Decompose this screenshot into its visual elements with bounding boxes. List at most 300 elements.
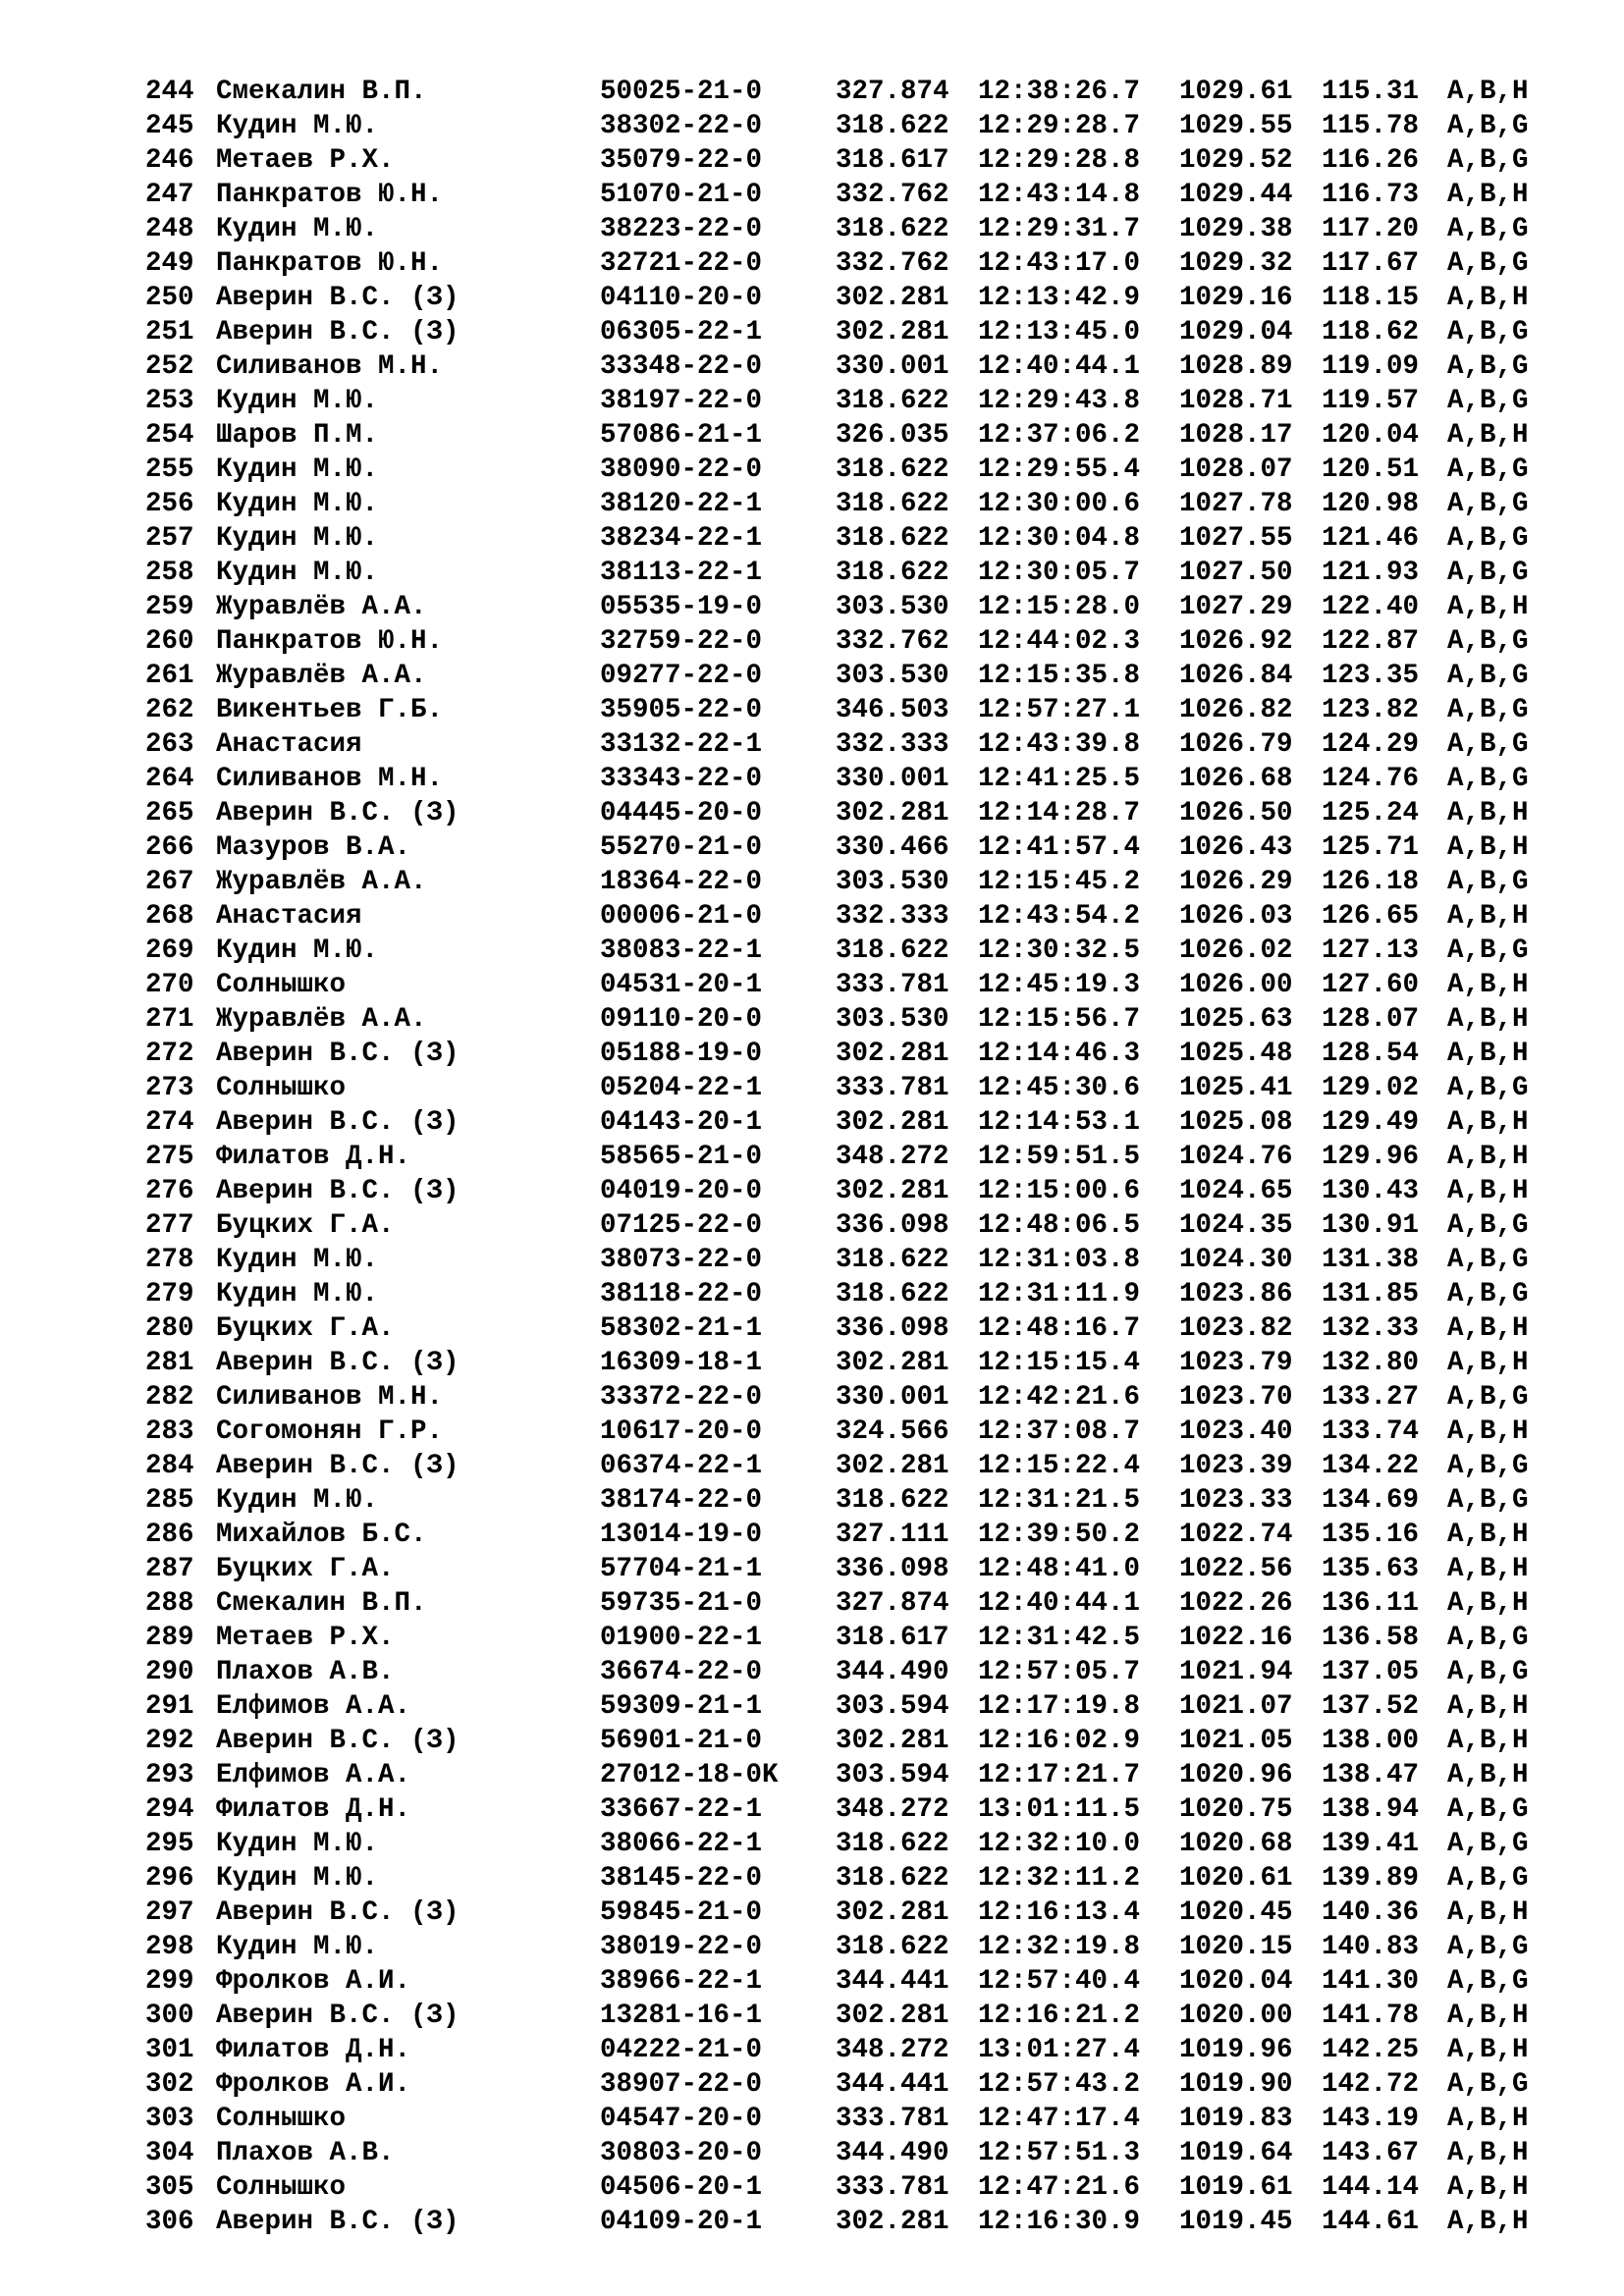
- owner-name-cell: Солнышко: [216, 2172, 347, 2203]
- speed-cell: 1024.76: [1179, 1142, 1293, 1172]
- coefficient-cell: 119.57: [1322, 386, 1420, 416]
- coefficient-cell: 120.51: [1322, 454, 1420, 485]
- place-cell: 300: [145, 2001, 194, 2031]
- distance-cell: 327.874: [836, 77, 949, 107]
- place-cell: 299: [145, 1966, 194, 1997]
- place-cell: 285: [145, 1485, 194, 1516]
- speed-cell: 1025.08: [1179, 1107, 1293, 1138]
- coefficient-cell: 125.71: [1322, 832, 1420, 863]
- place-cell: 296: [145, 1863, 194, 1894]
- speed-cell: 1022.26: [1179, 1588, 1293, 1619]
- distance-cell: 318.622: [836, 214, 949, 244]
- arrival-time-cell: 12:16:13.4: [978, 1897, 1141, 1928]
- ring-number-cell: 38966-22-1: [600, 1966, 763, 1997]
- ring-number-cell: 50025-21-0: [600, 77, 763, 107]
- owner-name-cell: Смекалин В.П.: [216, 77, 427, 107]
- speed-cell: 1026.29: [1179, 867, 1293, 897]
- distance-cell: 332.762: [836, 180, 949, 210]
- table-row: [145, 1483, 1559, 1518]
- ring-number-cell: 04110-20-0: [600, 283, 763, 313]
- place-cell: 263: [145, 729, 194, 760]
- marks-cell: A,B,G: [1447, 867, 1529, 897]
- ring-number-cell: 04143-20-1: [600, 1107, 763, 1138]
- place-cell: 306: [145, 2207, 194, 2237]
- table-row: [145, 1311, 1559, 1346]
- ring-number-cell: 57086-21-1: [600, 420, 763, 451]
- table-row: [145, 349, 1559, 384]
- ring-number-cell: 05188-19-0: [600, 1039, 763, 1069]
- arrival-time-cell: 12:48:06.5: [978, 1210, 1141, 1241]
- coefficient-cell: 141.78: [1322, 2001, 1420, 2031]
- owner-name-cell: Аверин В.С. (З): [216, 1039, 460, 1069]
- owner-name-cell: Силиванов М.Н.: [216, 1382, 444, 1413]
- marks-cell: A,B,H: [1447, 1554, 1529, 1584]
- place-cell: 295: [145, 1829, 194, 1859]
- owner-name-cell: Кудин М.Ю.: [216, 1279, 379, 1309]
- marks-cell: A,B,G: [1447, 695, 1529, 725]
- table-row: [145, 1002, 1559, 1037]
- distance-cell: 348.272: [836, 2035, 949, 2065]
- speed-cell: 1020.15: [1179, 1932, 1293, 1962]
- ring-number-cell: 57704-21-1: [600, 1554, 763, 1584]
- speed-cell: 1026.68: [1179, 764, 1293, 794]
- ring-number-cell: 38145-22-0: [600, 1863, 763, 1894]
- distance-cell: 318.622: [836, 1245, 949, 1275]
- coefficient-cell: 126.18: [1322, 867, 1420, 897]
- arrival-time-cell: 12:14:53.1: [978, 1107, 1141, 1138]
- owner-name-cell: Мазуров В.А.: [216, 832, 411, 863]
- place-cell: 272: [145, 1039, 194, 1069]
- speed-cell: 1021.94: [1179, 1657, 1293, 1687]
- marks-cell: A,B,G: [1447, 489, 1529, 519]
- coefficient-cell: 142.72: [1322, 2069, 1420, 2100]
- coefficient-cell: 144.14: [1322, 2172, 1420, 2203]
- place-cell: 293: [145, 1760, 194, 1790]
- table-row: [145, 2067, 1559, 2102]
- place-cell: 279: [145, 1279, 194, 1309]
- coefficient-cell: 136.11: [1322, 1588, 1420, 1619]
- coefficient-cell: 116.73: [1322, 180, 1420, 210]
- arrival-time-cell: 12:31:42.5: [978, 1623, 1141, 1653]
- distance-cell: 303.594: [836, 1760, 949, 1790]
- marks-cell: A,B,H: [1447, 2001, 1529, 2031]
- marks-cell: A,B,H: [1447, 77, 1529, 107]
- speed-cell: 1024.35: [1179, 1210, 1293, 1241]
- arrival-time-cell: 12:48:41.0: [978, 1554, 1141, 1584]
- ring-number-cell: 09277-22-0: [600, 661, 763, 691]
- coefficient-cell: 140.36: [1322, 1897, 1420, 1928]
- speed-cell: 1019.83: [1179, 2104, 1293, 2134]
- arrival-time-cell: 12:40:44.1: [978, 1588, 1141, 1619]
- owner-name-cell: Кудин М.Ю.: [216, 214, 379, 244]
- place-cell: 302: [145, 2069, 194, 2100]
- place-cell: 273: [145, 1073, 194, 1103]
- marks-cell: A,B,H: [1447, 1348, 1529, 1378]
- coefficient-cell: 127.60: [1322, 970, 1420, 1000]
- coefficient-cell: 133.74: [1322, 1416, 1420, 1447]
- distance-cell: 302.281: [836, 1176, 949, 1206]
- coefficient-cell: 134.69: [1322, 1485, 1420, 1516]
- table-row: [145, 1655, 1559, 1689]
- table-row: [145, 418, 1559, 453]
- place-cell: 270: [145, 970, 194, 1000]
- place-cell: 304: [145, 2138, 194, 2168]
- table-row: [145, 865, 1559, 899]
- coefficient-cell: 143.19: [1322, 2104, 1420, 2134]
- table-row: [145, 1380, 1559, 1415]
- arrival-time-cell: 12:42:21.6: [978, 1382, 1141, 1413]
- ring-number-cell: 27012-18-0K: [600, 1760, 779, 1790]
- coefficient-cell: 117.67: [1322, 248, 1420, 279]
- owner-name-cell: Михайлов Б.С.: [216, 1520, 427, 1550]
- table-row: [145, 968, 1559, 1002]
- speed-cell: 1029.16: [1179, 283, 1293, 313]
- marks-cell: A,B,G: [1447, 1279, 1529, 1309]
- table-row: [145, 727, 1559, 762]
- coefficient-cell: 121.46: [1322, 523, 1420, 554]
- place-cell: 303: [145, 2104, 194, 2134]
- arrival-time-cell: 12:31:21.5: [978, 1485, 1141, 1516]
- distance-cell: 318.622: [836, 454, 949, 485]
- coefficient-cell: 115.78: [1322, 111, 1420, 141]
- distance-cell: 333.781: [836, 2104, 949, 2134]
- ring-number-cell: 06305-22-1: [600, 317, 763, 347]
- owner-name-cell: Кудин М.Ю.: [216, 1863, 379, 1894]
- arrival-time-cell: 12:30:00.6: [978, 489, 1141, 519]
- table-row: [145, 934, 1559, 968]
- ring-number-cell: 59735-21-0: [600, 1588, 763, 1619]
- speed-cell: 1020.75: [1179, 1794, 1293, 1825]
- marks-cell: A,B,H: [1447, 1726, 1529, 1756]
- speed-cell: 1020.61: [1179, 1863, 1293, 1894]
- place-cell: 297: [145, 1897, 194, 1928]
- ring-number-cell: 33343-22-0: [600, 764, 763, 794]
- place-cell: 277: [145, 1210, 194, 1241]
- speed-cell: 1023.39: [1179, 1451, 1293, 1481]
- marks-cell: A,B,H: [1447, 1691, 1529, 1722]
- coefficient-cell: 120.98: [1322, 489, 1420, 519]
- owner-name-cell: Панкратов Ю.Н.: [216, 180, 444, 210]
- coefficient-cell: 122.87: [1322, 626, 1420, 657]
- place-cell: 301: [145, 2035, 194, 2065]
- ring-number-cell: 00006-21-0: [600, 901, 763, 932]
- marks-cell: A,B,G: [1447, 661, 1529, 691]
- arrival-time-cell: 12:31:03.8: [978, 1245, 1141, 1275]
- arrival-time-cell: 12:47:21.6: [978, 2172, 1141, 2203]
- owner-name-cell: Анастасия: [216, 729, 362, 760]
- distance-cell: 318.622: [836, 1829, 949, 1859]
- ring-number-cell: 38090-22-0: [600, 454, 763, 485]
- marks-cell: A,B,H: [1447, 2172, 1529, 2203]
- arrival-time-cell: 12:43:17.0: [978, 248, 1141, 279]
- coefficient-cell: 127.13: [1322, 935, 1420, 966]
- marks-cell: A,B,H: [1447, 1176, 1529, 1206]
- place-cell: 262: [145, 695, 194, 725]
- place-cell: 254: [145, 420, 194, 451]
- table-row: [145, 1724, 1559, 1758]
- speed-cell: 1024.30: [1179, 1245, 1293, 1275]
- distance-cell: 302.281: [836, 2207, 949, 2237]
- arrival-time-cell: 12:15:56.7: [978, 1004, 1141, 1035]
- distance-cell: 318.622: [836, 1279, 949, 1309]
- place-cell: 305: [145, 2172, 194, 2203]
- ring-number-cell: 58565-21-0: [600, 1142, 763, 1172]
- marks-cell: A,B,H: [1447, 832, 1529, 863]
- marks-cell: A,B,G: [1447, 764, 1529, 794]
- owner-name-cell: Силиванов М.Н.: [216, 351, 444, 382]
- table-row: [145, 2102, 1559, 2136]
- speed-cell: 1029.61: [1179, 77, 1293, 107]
- owner-name-cell: Фролков А.И.: [216, 1966, 411, 1997]
- place-cell: 246: [145, 145, 194, 176]
- marks-cell: A,B,G: [1447, 1073, 1529, 1103]
- arrival-time-cell: 12:16:30.9: [978, 2207, 1141, 2237]
- speed-cell: 1025.48: [1179, 1039, 1293, 1069]
- place-cell: 294: [145, 1794, 194, 1825]
- arrival-time-cell: 12:17:21.7: [978, 1760, 1141, 1790]
- speed-cell: 1020.68: [1179, 1829, 1293, 1859]
- distance-cell: 302.281: [836, 798, 949, 828]
- place-cell: 252: [145, 351, 194, 382]
- coefficient-cell: 138.94: [1322, 1794, 1420, 1825]
- ring-number-cell: 33132-22-1: [600, 729, 763, 760]
- distance-cell: 333.781: [836, 2172, 949, 2203]
- speed-cell: 1020.96: [1179, 1760, 1293, 1790]
- speed-cell: 1029.38: [1179, 214, 1293, 244]
- speed-cell: 1029.32: [1179, 248, 1293, 279]
- arrival-time-cell: 12:38:26.7: [978, 77, 1141, 107]
- owner-name-cell: Солнышко: [216, 970, 347, 1000]
- distance-cell: 303.530: [836, 592, 949, 622]
- marks-cell: A,B,G: [1447, 935, 1529, 966]
- arrival-time-cell: 13:01:27.4: [978, 2035, 1141, 2065]
- speed-cell: 1023.86: [1179, 1279, 1293, 1309]
- ring-number-cell: 18364-22-0: [600, 867, 763, 897]
- ring-number-cell: 04109-20-1: [600, 2207, 763, 2237]
- ring-number-cell: 13281-16-1: [600, 2001, 763, 2031]
- table-row: [145, 830, 1559, 865]
- owner-name-cell: Аверин В.С. (З): [216, 283, 460, 313]
- marks-cell: A,B,H: [1447, 1897, 1529, 1928]
- table-row: [145, 281, 1559, 315]
- speed-cell: 1026.03: [1179, 901, 1293, 932]
- coefficient-cell: 118.15: [1322, 283, 1420, 313]
- coefficient-cell: 136.58: [1322, 1623, 1420, 1653]
- ring-number-cell: 56901-21-0: [600, 1726, 763, 1756]
- owner-name-cell: Согомонян Г.Р.: [216, 1416, 444, 1447]
- arrival-time-cell: 12:14:28.7: [978, 798, 1141, 828]
- owner-name-cell: Фролков А.И.: [216, 2069, 411, 2100]
- place-cell: 261: [145, 661, 194, 691]
- ring-number-cell: 55270-21-0: [600, 832, 763, 863]
- table-row: [145, 1243, 1559, 1277]
- coefficient-cell: 118.62: [1322, 317, 1420, 347]
- place-cell: 250: [145, 283, 194, 313]
- coefficient-cell: 124.76: [1322, 764, 1420, 794]
- coefficient-cell: 140.83: [1322, 1932, 1420, 1962]
- distance-cell: 333.781: [836, 1073, 949, 1103]
- owner-name-cell: Аверин В.С. (З): [216, 2001, 460, 2031]
- arrival-time-cell: 12:15:15.4: [978, 1348, 1141, 1378]
- owner-name-cell: Кудин М.Ю.: [216, 1245, 379, 1275]
- marks-cell: A,B,G: [1447, 1451, 1529, 1481]
- ring-number-cell: 38118-22-0: [600, 1279, 763, 1309]
- ring-number-cell: 38223-22-0: [600, 214, 763, 244]
- table-row: [145, 1208, 1559, 1243]
- marks-cell: A,B,G: [1447, 111, 1529, 141]
- owner-name-cell: Аверин В.С. (З): [216, 1726, 460, 1756]
- table-row: [145, 178, 1559, 212]
- owner-name-cell: Метаев Р.Х.: [216, 1623, 395, 1653]
- owner-name-cell: Кудин М.Ю.: [216, 111, 379, 141]
- ring-number-cell: 09110-20-0: [600, 1004, 763, 1035]
- arrival-time-cell: 12:45:19.3: [978, 970, 1141, 1000]
- place-cell: 256: [145, 489, 194, 519]
- place-cell: 265: [145, 798, 194, 828]
- table-row: [145, 109, 1559, 143]
- marks-cell: A,B,G: [1447, 1657, 1529, 1687]
- speed-cell: 1021.05: [1179, 1726, 1293, 1756]
- ring-number-cell: 38066-22-1: [600, 1829, 763, 1859]
- table-row: [145, 556, 1559, 590]
- marks-cell: A,B,G: [1447, 386, 1529, 416]
- owner-name-cell: Филатов Д.Н.: [216, 1142, 411, 1172]
- coefficient-cell: 139.41: [1322, 1829, 1420, 1859]
- table-row: [145, 75, 1559, 109]
- arrival-time-cell: 12:32:19.8: [978, 1932, 1141, 1962]
- owner-name-cell: Буцких Г.А.: [216, 1554, 395, 1584]
- distance-cell: 336.098: [836, 1313, 949, 1344]
- table-row: [145, 1552, 1559, 1586]
- table-row: [145, 1174, 1559, 1208]
- owner-name-cell: Панкратов Ю.Н.: [216, 248, 444, 279]
- arrival-time-cell: 12:29:55.4: [978, 454, 1141, 485]
- distance-cell: 330.001: [836, 351, 949, 382]
- place-cell: 286: [145, 1520, 194, 1550]
- distance-cell: 302.281: [836, 1107, 949, 1138]
- ring-number-cell: 58302-21-1: [600, 1313, 763, 1344]
- marks-cell: A,B,H: [1447, 1588, 1529, 1619]
- distance-cell: 324.566: [836, 1416, 949, 1447]
- arrival-time-cell: 12:29:28.7: [978, 111, 1141, 141]
- speed-cell: 1029.04: [1179, 317, 1293, 347]
- coefficient-cell: 134.22: [1322, 1451, 1420, 1481]
- speed-cell: 1022.74: [1179, 1520, 1293, 1550]
- distance-cell: 302.281: [836, 283, 949, 313]
- speed-cell: 1028.17: [1179, 420, 1293, 451]
- place-cell: 266: [145, 832, 194, 863]
- marks-cell: A,B,G: [1447, 626, 1529, 657]
- results-table: [145, 75, 1559, 2239]
- table-row: [145, 315, 1559, 349]
- marks-cell: A,B,G: [1447, 1485, 1529, 1516]
- marks-cell: A,B,H: [1447, 1520, 1529, 1550]
- marks-cell: A,B,H: [1447, 2138, 1529, 2168]
- speed-cell: 1029.44: [1179, 180, 1293, 210]
- distance-cell: 332.762: [836, 248, 949, 279]
- marks-cell: A,B,H: [1447, 1004, 1529, 1035]
- coefficient-cell: 141.30: [1322, 1966, 1420, 1997]
- owner-name-cell: Кудин М.Ю.: [216, 935, 379, 966]
- owner-name-cell: Плахов А.В.: [216, 2138, 395, 2168]
- arrival-time-cell: 12:29:43.8: [978, 386, 1141, 416]
- table-row: [145, 1140, 1559, 1174]
- ring-number-cell: 30803-20-0: [600, 2138, 763, 2168]
- marks-cell: A,B,H: [1447, 592, 1529, 622]
- speed-cell: 1021.07: [1179, 1691, 1293, 1722]
- ring-number-cell: 04506-20-1: [600, 2172, 763, 2203]
- owner-name-cell: Солнышко: [216, 2104, 347, 2134]
- ring-number-cell: 01900-22-1: [600, 1623, 763, 1653]
- coefficient-cell: 138.00: [1322, 1726, 1420, 1756]
- owner-name-cell: Анастасия: [216, 901, 362, 932]
- ring-number-cell: 06374-22-1: [600, 1451, 763, 1481]
- speed-cell: 1026.43: [1179, 832, 1293, 863]
- coefficient-cell: 126.65: [1322, 901, 1420, 932]
- distance-cell: 332.762: [836, 626, 949, 657]
- marks-cell: A,B,H: [1447, 1313, 1529, 1344]
- arrival-time-cell: 12:30:04.8: [978, 523, 1141, 554]
- arrival-time-cell: 12:41:25.5: [978, 764, 1141, 794]
- arrival-time-cell: 12:44:02.3: [978, 626, 1141, 657]
- arrival-time-cell: 12:39:50.2: [978, 1520, 1141, 1550]
- speed-cell: 1023.79: [1179, 1348, 1293, 1378]
- owner-name-cell: Филатов Д.Н.: [216, 1794, 411, 1825]
- marks-cell: A,B,H: [1447, 1142, 1529, 1172]
- owner-name-cell: Кудин М.Ю.: [216, 454, 379, 485]
- table-row: [145, 796, 1559, 830]
- place-cell: 275: [145, 1142, 194, 1172]
- arrival-time-cell: 12:40:44.1: [978, 351, 1141, 382]
- table-row: [145, 590, 1559, 624]
- arrival-time-cell: 12:29:31.7: [978, 214, 1141, 244]
- place-cell: 290: [145, 1657, 194, 1687]
- place-cell: 284: [145, 1451, 194, 1481]
- distance-cell: 318.617: [836, 145, 949, 176]
- marks-cell: A,B,G: [1447, 145, 1529, 176]
- distance-cell: 327.874: [836, 1588, 949, 1619]
- marks-cell: A,B,H: [1447, 2207, 1529, 2237]
- marks-cell: A,B,G: [1447, 351, 1529, 382]
- place-cell: 247: [145, 180, 194, 210]
- owner-name-cell: Плахов А.В.: [216, 1657, 395, 1687]
- speed-cell: 1026.02: [1179, 935, 1293, 966]
- arrival-time-cell: 12:29:28.8: [978, 145, 1141, 176]
- arrival-time-cell: 12:14:46.3: [978, 1039, 1141, 1069]
- table-row: [145, 624, 1559, 659]
- owner-name-cell: Филатов Д.Н.: [216, 2035, 411, 2065]
- table-row: [145, 1964, 1559, 1999]
- speed-cell: 1020.00: [1179, 2001, 1293, 2031]
- ring-number-cell: 04222-21-0: [600, 2035, 763, 2065]
- owner-name-cell: Аверин В.С. (З): [216, 1176, 460, 1206]
- place-cell: 259: [145, 592, 194, 622]
- ring-number-cell: 16309-18-1: [600, 1348, 763, 1378]
- table-row: [145, 1930, 1559, 1964]
- place-cell: 283: [145, 1416, 194, 1447]
- speed-cell: 1026.00: [1179, 970, 1293, 1000]
- table-row: [145, 453, 1559, 487]
- marks-cell: A,B,G: [1447, 729, 1529, 760]
- speed-cell: 1024.65: [1179, 1176, 1293, 1206]
- speed-cell: 1019.45: [1179, 2207, 1293, 2237]
- arrival-time-cell: 12:17:19.8: [978, 1691, 1141, 1722]
- owner-name-cell: Аверин В.С. (З): [216, 317, 460, 347]
- distance-cell: 302.281: [836, 2001, 949, 2031]
- owner-name-cell: Елфимов А.А.: [216, 1691, 411, 1722]
- coefficient-cell: 119.09: [1322, 351, 1420, 382]
- arrival-time-cell: 12:13:42.9: [978, 283, 1141, 313]
